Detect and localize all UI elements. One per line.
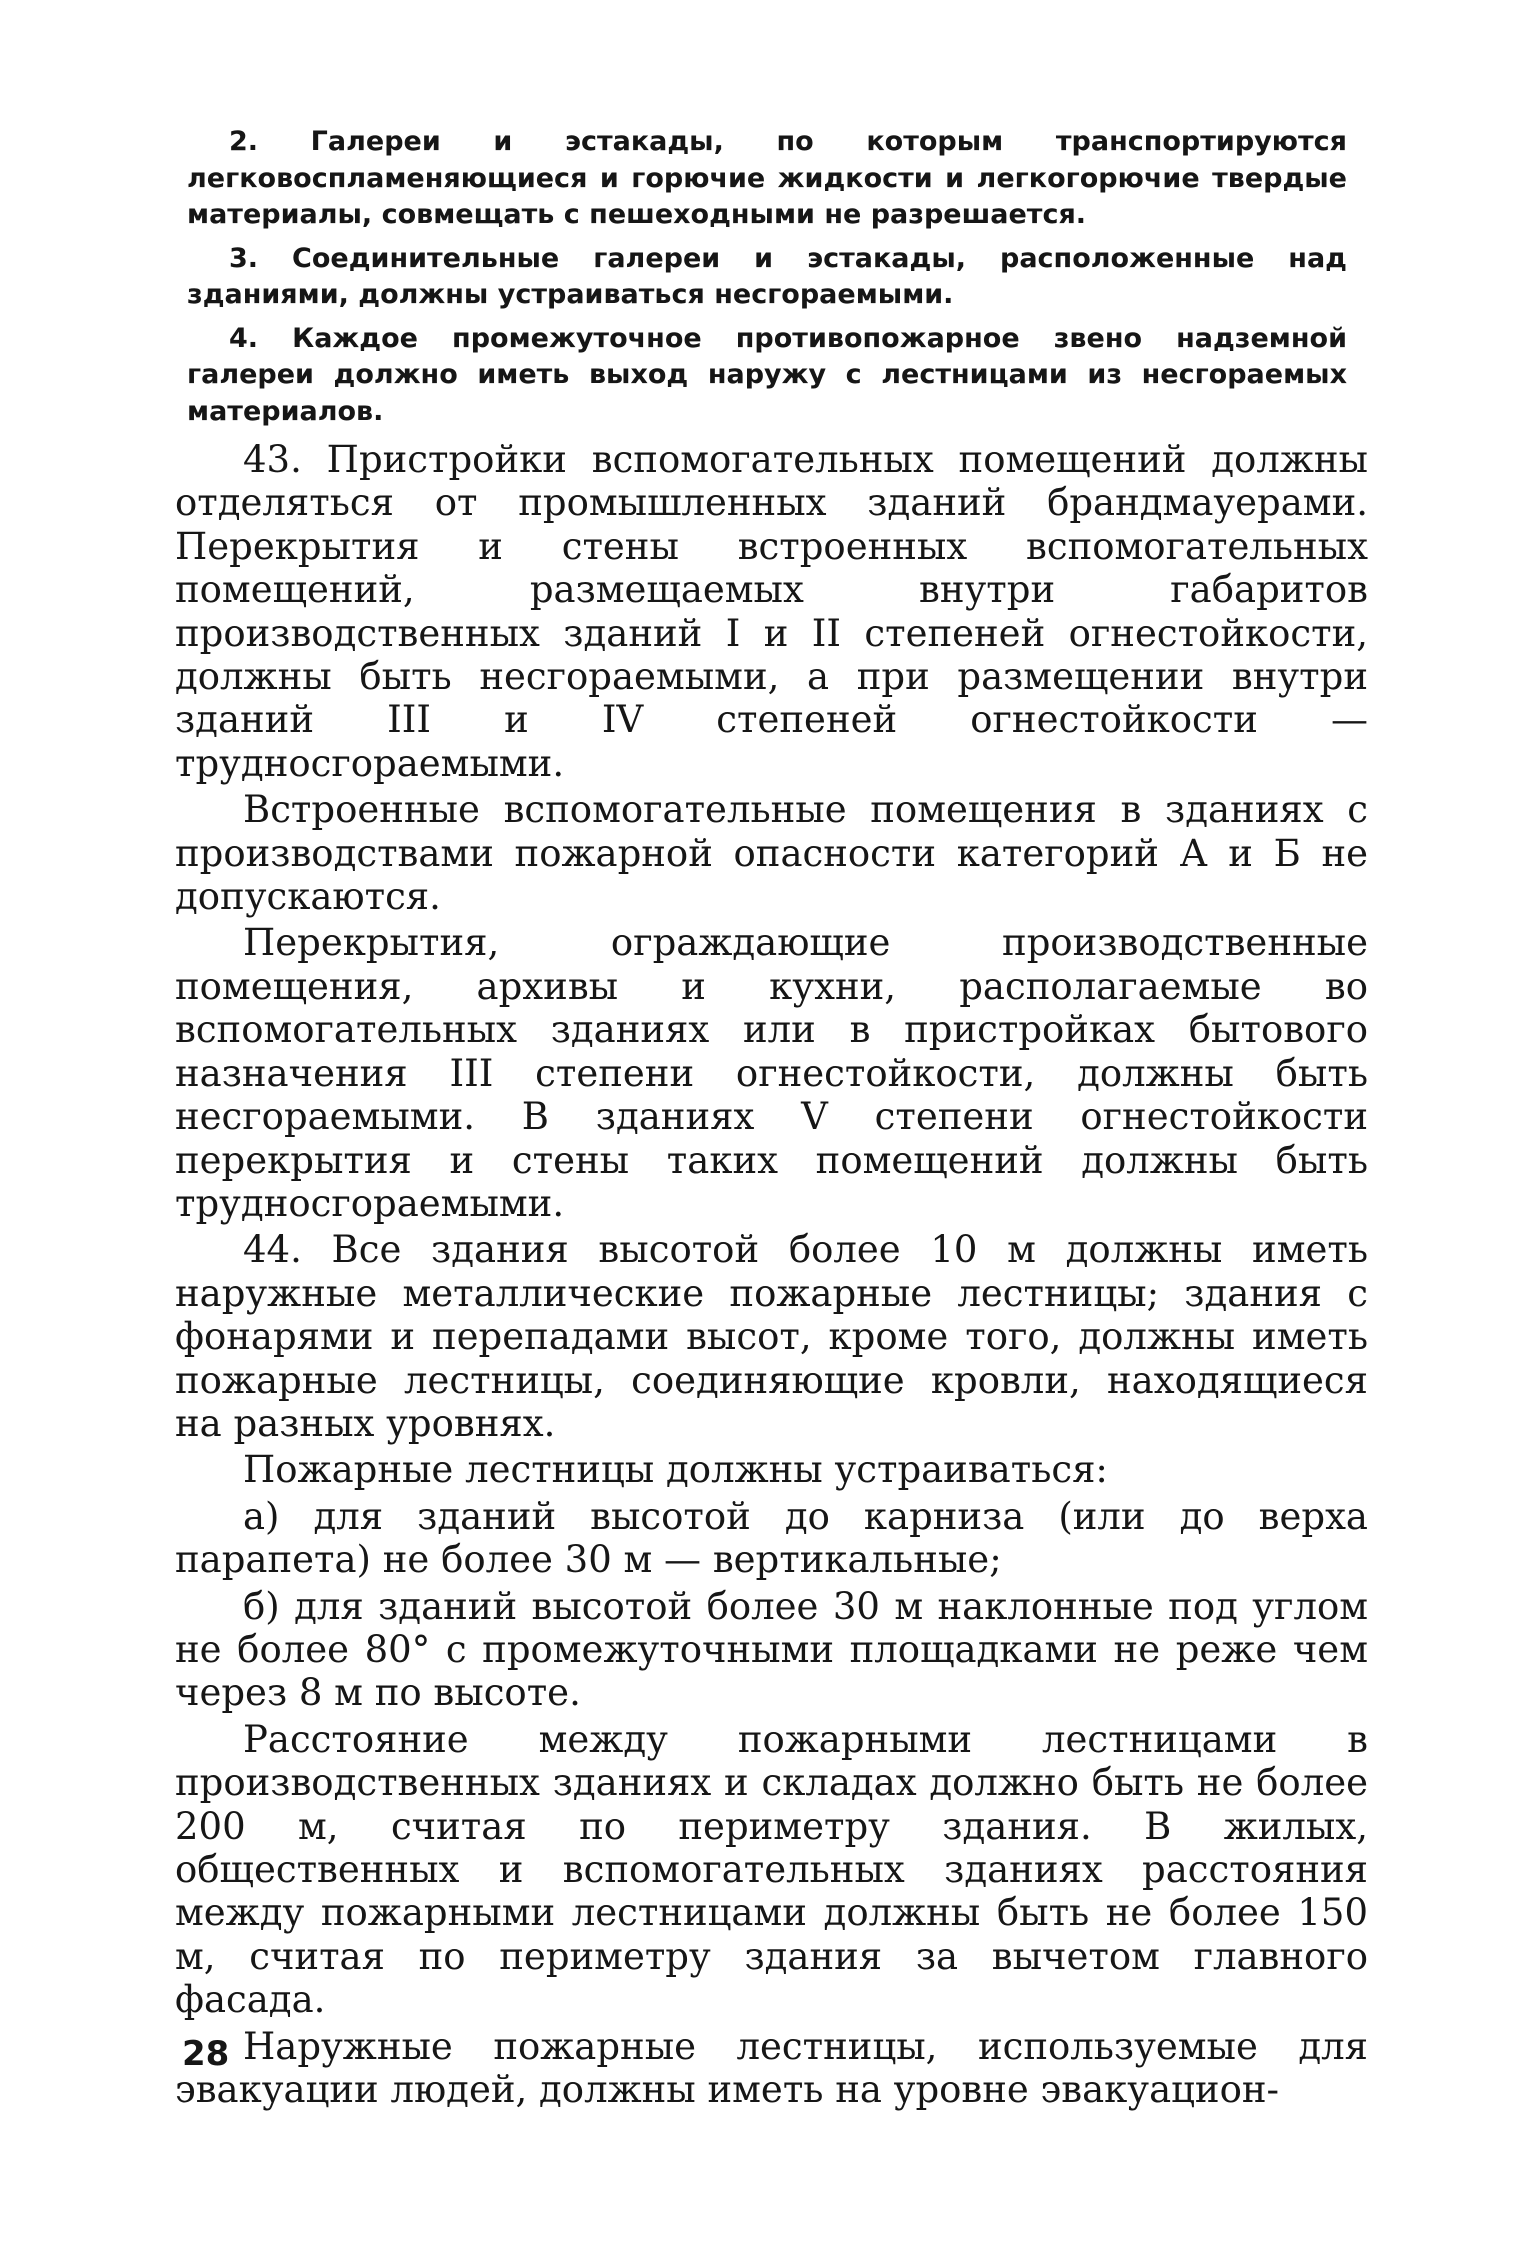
list-item-a: а) для зданий высотой до карниза (или до верха парапета) не более 30 м — вертикальные; — [175, 1494, 1368, 1582]
paragraph-44: 44. Все здания высотой более 10 м должны иметь наружные металлические пожарные лестницы; здания с фонарями и перепадами высот, кроме того, должны иметь пожарные лестницы, соединяющие кровли, находящиеся на разных уровнях. — [175, 1228, 1368, 1445]
list-item-b: б) для зданий высотой более 30 м наклонные под углом не более 80° с промежуточными площадками не реже чем через 8 м по высоте. — [175, 1584, 1368, 1715]
paragraph-evacuation: Наружные пожарные лестницы, используемые для эвакуации людей, должны иметь на уровне эвакуацион- — [175, 2024, 1368, 2112]
note-4: 4. Каждое промежуточное противопожарное звено надземной галереи должно иметь выход наружу с лестницами из несгораемых материалов. — [187, 322, 1347, 427]
page-number: 28 — [182, 2034, 230, 2074]
note-3: 3. Соединительные галереи и эстакады, расположенные над зданиями, должны устраиваться несгораемыми. — [187, 242, 1347, 310]
paragraph-ladders-intro: Пожарные лестницы должны устраиваться: — [243, 1448, 1108, 1492]
paragraph-distance: Расстояние между пожарными лестницами в производственных зданиях и складах должно быть не более 200 м, считая по периметру здания. В жилых, общественных и вспомогательных зданиях расстояния между пожарными лестницами должны быть не более 150 м, считая по периметру здания за вычетом главного фасада. — [175, 1717, 1368, 2022]
main-text — [175, 438, 1368, 2114]
paragraph-floors: Перекрытия, ограждающие производственные помещения, архивы и кухни, располагаемые во вспомогательных зданиях или в пристройках бытового назначения III степени огнестойкости, должны быть несгораемыми. В зданиях V степени огнестойкости перекрытия и стены таких помещений должны быть трудносгораемыми. — [175, 921, 1368, 1225]
notes-block — [187, 124, 1347, 437]
note-2: 2. Галереи и эстакады, по которым транспортируются легковоспламеняющиеся и горючие жидкости и легкогорючие твердые материалы, совмещать с пешеходными не разрешается. — [187, 126, 1347, 230]
paragraph-built-in-rooms: Встроенные вспомогательные помещения в зданиях с производствами пожарной опасности категорий А и Б не допускаются. — [175, 788, 1368, 919]
paragraph-43: 43. Пристройки вспомогательных помещений должны отделяться от промышленных зданий брандмауерами. Перекрытия и стены встроенных вспомогательных помещений, размещаемых внутри габаритов производственных зданий I и II степеней огнестойкости, должны быть несгораемыми, а при размещении внутри зданий III и IV степеней огнестойкости — трудносгораемыми. — [175, 438, 1368, 785]
